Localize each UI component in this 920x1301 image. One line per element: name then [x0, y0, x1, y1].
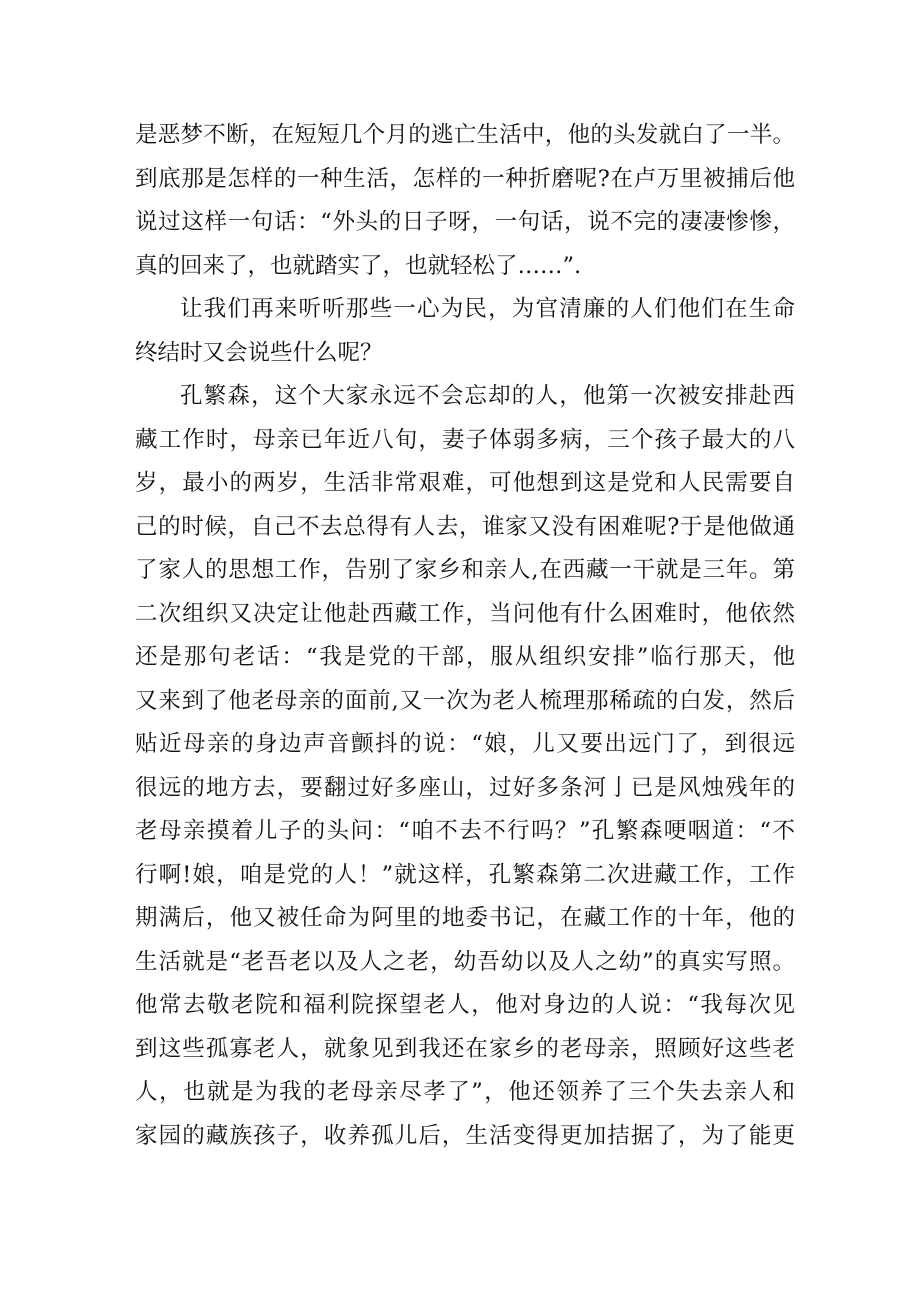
paragraph-start-line: 孔繁森，这个大家永远不会忘却的人，他第一次被安排赴西: [180, 383, 795, 409]
text-line: 还是那句老话：“我是党的干部，服从组织安排”临行那天，他: [135, 644, 795, 670]
text-line: 贴近母亲的身边声音颤抖的说：“娘，儿又要出远门了，到很远: [135, 731, 795, 757]
text-line: 藏工作时，母亲已年近八旬，妻子体弱多病，三个孩子最大的八: [135, 426, 795, 453]
body-text: [135, 114, 795, 1158]
text-line: 行啊!娘，咱是党的人！”就这样，孔繁森第二次进藏工作，工作: [135, 861, 795, 888]
text-line: 期满后，他又被任命为阿里的地委书记，在藏工作的十年，他的: [135, 905, 795, 931]
text-line: 生活就是“老吾老以及人之老，幼吾幼以及人之幼”的真实写照。: [135, 948, 795, 975]
text-line: 说过这样一句话：“外头的日子呀，一句话，说不完的凄凄惨惨，: [135, 209, 795, 235]
text-line: 人，也就是为我的老母亲尽孝了”，他还领养了三个失去亲人和: [135, 1079, 795, 1105]
paragraph-start-line: 让我们再来听听那些一心为民，为官清廉的人们他们在生命: [180, 296, 795, 322]
text-line: 岁，最小的两岁，生活非常艰难，可他想到这是党和人民需要自: [135, 470, 795, 496]
text-line: 他常去敬老院和福利院探望老人，他对身边的人说：“我每次见: [135, 992, 795, 1018]
text-line: 是恶梦不断，在短短几个月的逃亡生活中，他的头发就白了一半。: [135, 122, 795, 148]
text-line: 己的时候，自己不去总得有人去，谁家又没有困难呢?于是他做通: [135, 513, 795, 540]
text-line: 很远的地方去，要翻过好多座山，过好多条河亅已是风烛残年的: [135, 774, 795, 801]
text-line: 到底那是怎样的一种生活，怎样的一种折磨呢?在卢万里被捕后他: [135, 165, 795, 192]
text-line: 又来到了他老母亲的面前,又一次为老人梳理那稀疏的白发，然后: [135, 687, 795, 714]
text-line: 二次组织又决定让他赴西藏工作，当问他有什么困难时，他依然: [135, 600, 795, 627]
text-line: 老母亲摸着儿子的头问：“咱不去不行吗？”孔繁森哽咽道：“不: [135, 818, 795, 844]
text-line: 家园的藏族孩子，收养孤儿后，生活变得更加拮据了，为了能更: [135, 1122, 795, 1149]
text-line: 到这些孤寡老人，就象见到我还在家乡的老母亲，照顾好这些老: [135, 1035, 795, 1062]
text-line: 真的回来了，也就踏实了，也就轻松了……”.: [135, 252, 582, 279]
text-line: 终结时又会说些什么呢？: [135, 339, 383, 366]
text-line: 了家人的思想工作，告别了家乡和亲人,在西藏一干就是三年。第: [135, 557, 795, 583]
